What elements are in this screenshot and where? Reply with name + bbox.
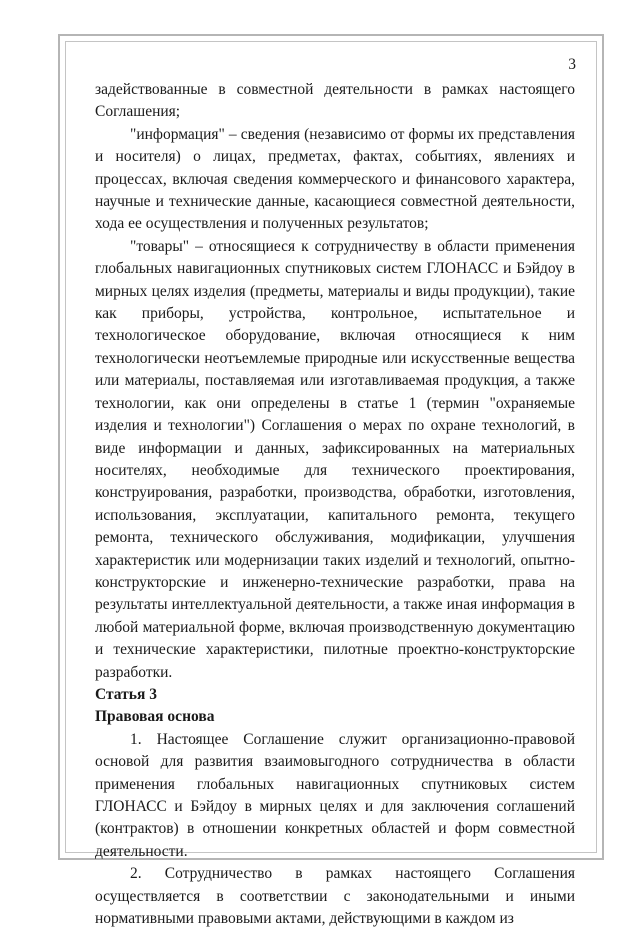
page-number: 3	[568, 56, 576, 73]
paragraph-information-definition: "информация" – сведения (независимо от формы их представления и носителя) о лицах, предметах, фактах, событиях, явлениях и процессах, включая сведения коммерческого и финансового характера, научные и технические данные, касающиеся совместной деятельности, хода ее осуществления и полученных результатов;	[95, 125, 575, 233]
article-number: Статья 3	[95, 685, 157, 703]
document-body	[95, 79, 575, 930]
article-clause-1: 1. Настоящее Соглашение служит организационно-правовой основой для развития взаимовыгодного сотрудничества в области применения глобальных навигационных спутниковых систем ГЛОНАСС и Бэйдоу в мирных целях и для заключения соглашений (контрактов) в отношении конкретных областей и форм совместной деятельности.	[95, 730, 575, 860]
paragraph-goods-definition: "товары" – относящиеся к сотрудничеству в области применения глобальных навигационных спутниковых систем ГЛОНАСС и Бэйдоу в мирных целях изделия (предметы, материалы и виды продукции), такие как приборы, устройства, контрольное, испытательное и технологическое оборудование, включая относящиеся к ним технологически неотъемлемые природные или искусственные вещества или материалы, поставляемая или изготавливаемая продукция, а также технологии, как они определены в статье 1 (термин "охраняемые изделия и технологии") Соглашения о мерах по охране технологий, в виде информации и данных, зафиксированных на материальных носителях, необходимые для технического проектирования, конструирования, разработки, производства, обработки, изготовления, использования, эксплуатации, капитального ремонта, текущего ремонта, технического обслуживания, модификации, улучшения характеристик или модернизации таких изделий и технологий, опытно-конструкторские и инженерно-технические разработки, права на результаты интеллектуальной деятельности, а также иная информация в любой материальной форме, включая производственную документацию и технические характеристики, пилотные проектно-конструкторские разработки.	[95, 237, 575, 681]
paragraph-continued: задействованные в совместной деятельности в рамках настоящего Соглашения;	[95, 81, 575, 121]
article-clause-2: 2. Сотрудничество в рамках настоящего Соглашения осуществляется в соответствии с законодательными и иными нормативными правовыми актами, действующими в каждом из	[95, 865, 575, 928]
article-title: Правовая основа	[95, 708, 215, 726]
